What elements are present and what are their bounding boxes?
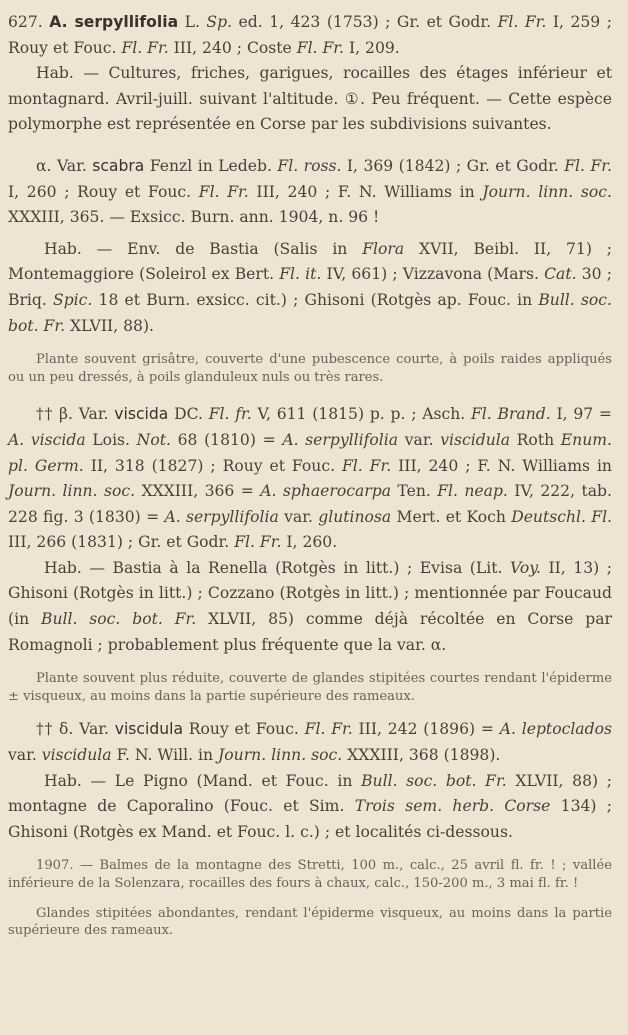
var-viscida-description: Plante souvent plus réduite, couverte de glandes stipitées courtes rendant l'épiderme ± visqueux, au moins dans la partie supérieure des rameaux.	[8, 671, 612, 704]
var-viscidula-habitat: Hab. — Le Pigno (Mand. et Fouc. in Bull. soc. bot. Fr. XLVII, 88) ; montagne de Caporalino (Fouc. et Sim. Trois sem. herb. Corse 134) ; Ghisoni (Rotgès ex Mand. et Fouc. l. c.) ; et localités ci-dessous.	[8, 771, 613, 841]
variety-name: scabra	[92, 156, 145, 175]
var-scabra-heading: α. Var. scabra Fenzl in Ledeb. Fl. ross. I, 369 (1842) ; Gr. et Godr. Fl. Fr. I, 260 ; Rouy et Fouc. Fl. Fr. III, 240 ; F. N. Williams in Journ. linn. soc. XXXIII, 365. — Exsicc. Burn. ann. 1904, n. 96 !	[8, 156, 612, 227]
var-viscidula-description: Glandes stipitées abondantes, rendant l'épiderme visqueux, au moins dans la partie supérieure des rameaux.	[8, 905, 612, 939]
var-viscidula-collection: 1907. — Balmes de la montagne des Stretti, 100 m., calc., 25 avril fl. fr. ! ; vallée inférieure de la Solenzara, rocailles des fours à chaux, calc., 150-200 m., 3 mai fl. fr. !	[8, 858, 612, 891]
var-scabra-description: Plante souvent grisâtre, couverte d'une pubescence courte, à poils raides appliqués ou un peu dressés, à poils glanduleux nuls ou très rares.	[8, 352, 612, 385]
variety-name: viscidula	[114, 720, 183, 739]
var-scabra-habitat: Hab. — Env. de Bastia (Salis in Flora XVII, Beibl. II, 71) ; Montemaggiore (Soleirol ex Bert. Fl. it. IV, 661) ; Vizzavona (Mars. Cat. 30 ; Briq. Spic. 18 et Burn. exsicc. cit.) ; Ghisoni (Rotgès ap. Fouc. in Bull. soc. bot. Fr. XLVII, 88).	[8, 239, 612, 335]
entry-627-habitat: Hab. — Cultures, friches, garigues, rocailles des étages inférieur et montagnard. Avril-juill. suivant l'altitude. ①. Peu fréquent. — Cette espèce polymorphe est représentée en Corse par les subdivisions suivantes.	[8, 64, 612, 134]
var-viscidula-heading: †† δ. Var. viscidula Rouy et Fouc. Fl. Fr. III, 242 (1896) = A. leptoclados var. viscidula F. N. Will. in Journ. linn. soc. XXXIII, 368 (1898).	[8, 720, 612, 765]
var-viscida-habitat: Hab. — Bastia à la Renella (Rotgès in litt.) ; Evisa (Lit. Voy. II, 13) ; Ghisoni (Rotgès in litt.) ; Cozzano (Rotgès in litt.) ; mentionnée par Foucaud (in Bull. soc. bot. Fr. XLVII, 85) comme déjà récoltée en Corse par Romagnoli ; probablement plus fréquente que la var. α.	[8, 558, 613, 654]
variety-name: viscida	[114, 405, 169, 424]
var-viscida-heading: †† β. Var. viscida DC. Fl. fr. V, 611 (1815) p. p. ; Asch. Fl. Brand. I, 97 = A. viscida Lois. Not. 68 (1810) = A. serpyllifolia var. viscidula Roth Enum. pl. Germ. II, 318 (1827) ; Rouy et Fouc. Fl. Fr. III, 240 ; F. N. Williams in Journ. linn. soc. XXXIII, 366 = A. sphaerocarpa Ten. Fl. neap. IV, 222, tab. 228 fig. 3 (1830) = A. serpyllifolia var. glutinosa Mert. et Koch Deutschl. Fl. III, 266 (1831) ; Gr. et Godr. Fl. Fr. I, 260.	[8, 405, 613, 552]
species-name: A. serpyllifolia	[49, 13, 179, 31]
entry-627-heading: 627. A. serpyllifolia L. Sp. ed. 1, 423 (1753) ; Gr. et Godr. Fl. Fr. I, 259 ; Rouy et Fouc. Fl. Fr. III, 240 ; Coste Fl. Fr. I, 209.	[8, 13, 612, 57]
